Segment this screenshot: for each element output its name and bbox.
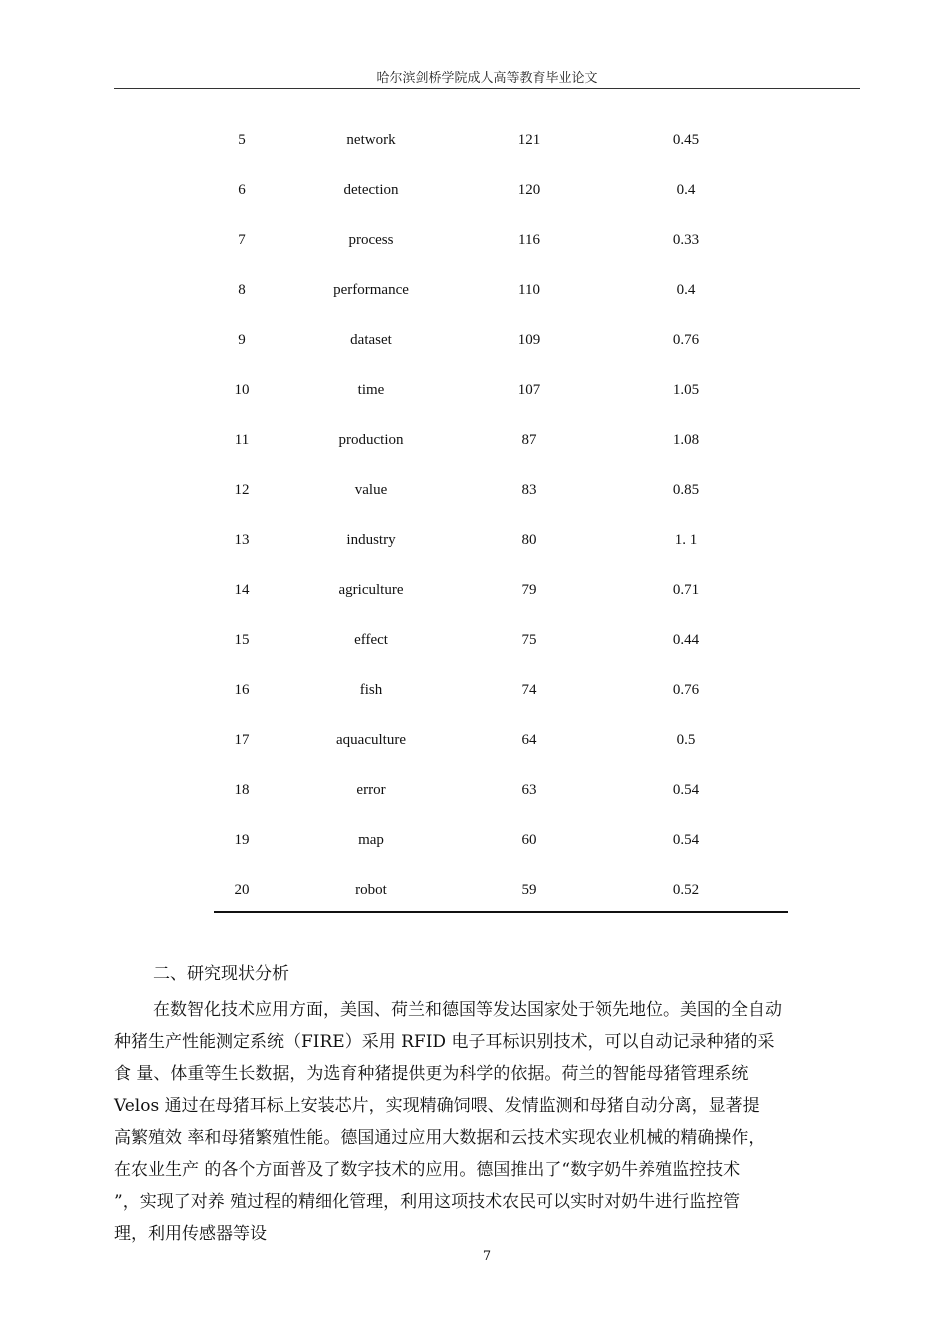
section-heading: 二、研究现状分析 [153, 964, 289, 984]
frequency-cell: 63 [521, 782, 537, 798]
frequency-cell: 59 [521, 882, 537, 898]
frequency-cell: 64 [521, 732, 537, 748]
keyword-cell: map [358, 832, 384, 848]
keyword-cell: detection [343, 182, 399, 198]
centrality-cell: 0.54 [672, 832, 700, 848]
table-bottom-rule [214, 911, 788, 913]
rank-cell: 7 [238, 232, 246, 248]
table-row [0, 765, 950, 815]
keyword-cell: error [356, 782, 386, 798]
paragraph-line: 高繁殖效 率和母猪繁殖性能。德国通过应用大数据和云技术实现农业机械的精确操作， [114, 1128, 766, 1148]
keyword-cell: network [346, 132, 396, 148]
table-row [0, 815, 950, 865]
table-row [0, 515, 950, 565]
keyword-cell: fish [359, 682, 383, 698]
table-row [0, 865, 950, 915]
rank-cell: 20 [234, 882, 250, 898]
keyword-cell: process [348, 232, 394, 248]
rank-cell: 15 [234, 632, 250, 648]
rank-cell: 14 [234, 582, 250, 598]
frequency-cell: 120 [517, 182, 541, 198]
frequency-cell: 110 [518, 282, 540, 298]
centrality-cell: 0.33 [672, 232, 700, 248]
rank-cell: 8 [238, 282, 246, 298]
table-row [0, 165, 950, 215]
paragraph-line: 理，利用传感器等设 [114, 1224, 267, 1244]
table-row [0, 365, 950, 415]
header-divider [114, 88, 860, 89]
table-row [0, 665, 950, 715]
frequency-cell: 75 [521, 632, 537, 648]
table-row [0, 265, 950, 315]
frequency-cell: 109 [517, 332, 541, 348]
rank-cell: 9 [238, 332, 246, 348]
table-row [0, 565, 950, 615]
keyword-cell: time [357, 382, 385, 398]
centrality-cell: 0.52 [672, 882, 700, 898]
frequency-cell: 107 [517, 382, 541, 398]
rank-cell: 13 [234, 532, 250, 548]
table-row [0, 315, 950, 365]
centrality-cell: 0.76 [672, 682, 700, 698]
centrality-cell: 0.54 [672, 782, 700, 798]
table-row [0, 615, 950, 665]
paragraph-line: Velos 通过在母猪耳标上安装芯片，实现精确饲喂、发情监测和母猪自动分离，显著提 [114, 1096, 760, 1116]
rank-cell: 18 [234, 782, 250, 798]
frequency-cell: 87 [521, 432, 537, 448]
keyword-cell: performance [333, 282, 409, 298]
paragraph-line: ”，实现了对养 殖过程的精细化管理，利用这项技术农民可以实时对奶牛进行监控管 [114, 1192, 741, 1212]
rank-cell: 6 [238, 182, 246, 198]
rank-cell: 17 [234, 732, 250, 748]
page-number: 7 [482, 1249, 492, 1264]
rank-cell: 19 [234, 832, 250, 848]
centrality-cell: 1.08 [672, 432, 700, 448]
rank-cell: 10 [234, 382, 250, 398]
table-row [0, 115, 950, 165]
frequency-cell: 80 [521, 532, 537, 548]
frequency-cell: 74 [521, 682, 537, 698]
frequency-cell: 60 [521, 832, 537, 848]
keyword-cell: production [338, 432, 404, 448]
table-row [0, 415, 950, 465]
centrality-cell: 0.76 [672, 332, 700, 348]
frequency-cell: 116 [518, 232, 540, 248]
keyword-table [0, 115, 950, 915]
keyword-cell: agriculture [338, 582, 404, 598]
frequency-cell: 121 [517, 132, 541, 148]
rank-cell: 11 [234, 432, 250, 448]
centrality-cell: 0.45 [672, 132, 700, 148]
centrality-cell: 0.85 [672, 482, 700, 498]
paragraph-line: 在农业生产 的各个方面普及了数字技术的应用。德国推出了“数字奶牛养殖监控技术 [114, 1160, 741, 1180]
keyword-cell: industry [346, 532, 396, 548]
body-paragraph [114, 994, 860, 1250]
paragraph-line: 在数智化技术应用方面，美国、荷兰和德国等发达国家处于领先地位。美国的全自动 [153, 1000, 782, 1020]
table-row [0, 465, 950, 515]
centrality-cell: 0.4 [676, 282, 696, 298]
centrality-cell: 1.05 [672, 382, 700, 398]
centrality-cell: 0.44 [672, 632, 700, 648]
keyword-cell: dataset [350, 332, 392, 348]
keyword-cell: value [354, 482, 388, 498]
centrality-cell: 0.5 [676, 732, 696, 748]
running-header: 哈尔滨剑桥学院成人高等教育毕业论文 [376, 71, 598, 86]
keyword-cell: aquaculture [336, 732, 406, 748]
table-row [0, 215, 950, 265]
keyword-cell: effect [354, 632, 388, 648]
rank-cell: 16 [234, 682, 250, 698]
frequency-cell: 83 [521, 482, 537, 498]
paragraph-line: 种猪生产性能测定系统（FIRE）采用 RFID 电子耳标识别技术，可以自动记录种猪的采 [114, 1032, 775, 1052]
frequency-cell: 79 [521, 582, 537, 598]
centrality-cell: 0.4 [676, 182, 696, 198]
paragraph-line: 食 量、体重等生长数据，为选育种猪提供更为科学的依据。荷兰的智能母猪管理系统 [114, 1064, 749, 1084]
centrality-cell: 0.71 [672, 582, 700, 598]
centrality-cell: 1. 1 [674, 532, 698, 548]
rank-cell: 5 [238, 132, 246, 148]
rank-cell: 12 [234, 482, 250, 498]
table-row [0, 715, 950, 765]
keyword-cell: robot [355, 882, 387, 898]
